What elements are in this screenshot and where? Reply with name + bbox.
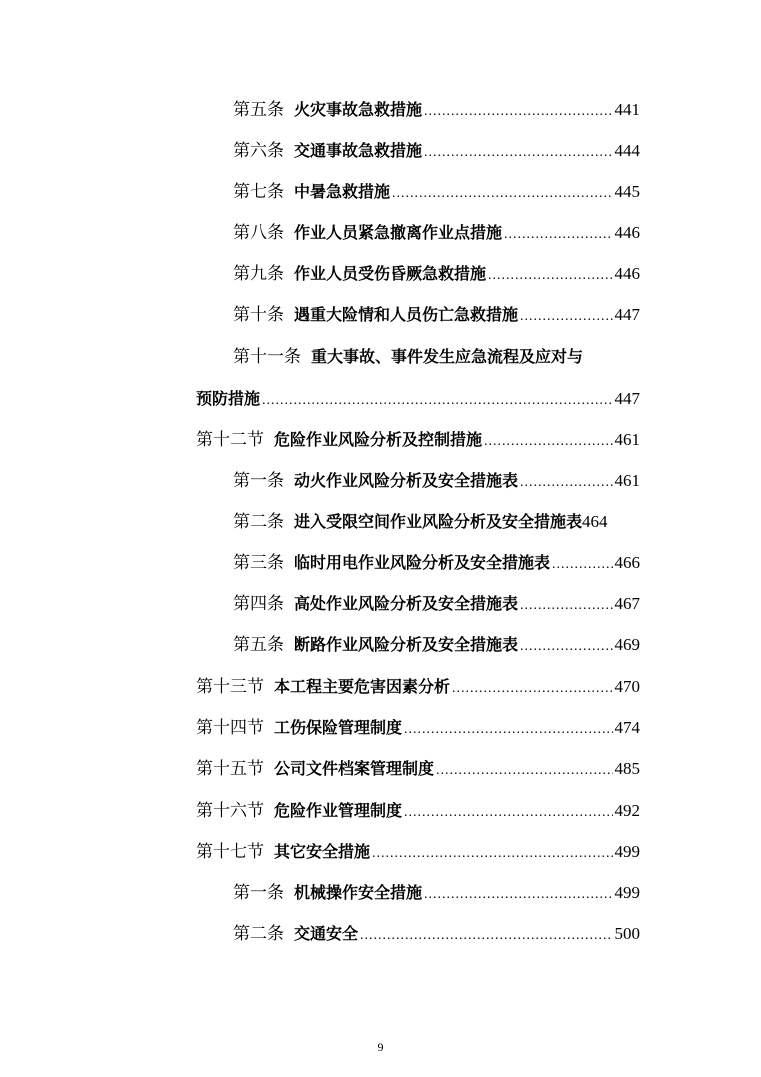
dot-leader bbox=[436, 761, 612, 781]
toc-section-entry[interactable] bbox=[196, 430, 640, 452]
dot-leader bbox=[552, 555, 612, 575]
toc-section-entry[interactable] bbox=[196, 842, 640, 864]
dot-leader bbox=[424, 143, 612, 163]
toc-entry-number: 第一条 bbox=[233, 471, 284, 490]
toc-entry-number: 第九条 bbox=[233, 264, 284, 283]
toc-entry-number: 第一条 bbox=[233, 883, 284, 902]
toc-entry-title: 遇重大险情和人员伤亡急救措施 bbox=[294, 305, 519, 324]
toc-entry-title: 高处作业风险分析及安全措施表 bbox=[294, 594, 519, 613]
toc-entry-number: 第七条 bbox=[233, 182, 284, 201]
toc-entry-number: 第十一条 bbox=[233, 347, 301, 366]
toc-section-entry[interactable] bbox=[196, 677, 640, 699]
toc-entry-title: 临时用电作业风险分析及安全措施表 bbox=[294, 553, 551, 572]
dot-leader bbox=[520, 307, 612, 327]
dot-leader bbox=[520, 596, 612, 616]
dot-leader bbox=[360, 926, 612, 946]
toc-entry-number: 第十四节 bbox=[196, 718, 264, 737]
toc-entry-page: 485 bbox=[614, 759, 640, 778]
toc-entry[interactable] bbox=[233, 100, 640, 122]
toc-entry-title: 本工程主要危害因素分析 bbox=[274, 677, 451, 696]
toc-entry-page: 444 bbox=[614, 141, 640, 160]
toc-section-entry[interactable] bbox=[196, 759, 640, 781]
toc-entry[interactable] bbox=[233, 512, 663, 532]
toc-entry-title: 机械操作安全措施 bbox=[294, 883, 423, 902]
toc-section-entry[interactable] bbox=[196, 801, 640, 823]
toc-entry-page: 470 bbox=[614, 677, 640, 696]
toc-entry-number: 第三条 bbox=[233, 553, 284, 572]
toc-entry-page: 469 bbox=[614, 635, 640, 654]
toc-entry-page: 466 bbox=[614, 553, 640, 572]
toc-entry-page: 445 bbox=[614, 182, 640, 201]
toc-entry-page: 461 bbox=[614, 430, 640, 449]
dot-leader bbox=[424, 102, 612, 122]
toc-entry-page: 446 bbox=[614, 223, 640, 242]
toc-entry-page: 446 bbox=[614, 264, 640, 283]
dot-leader bbox=[504, 225, 612, 245]
toc-entry-title: 公司文件档案管理制度 bbox=[274, 759, 435, 778]
toc-entry-title: 动火作业风险分析及安全措施表 bbox=[294, 471, 519, 490]
toc-entry-number: 第十二节 bbox=[196, 430, 264, 449]
toc-entry[interactable] bbox=[233, 635, 640, 657]
dot-leader bbox=[520, 637, 612, 657]
toc-entry[interactable] bbox=[233, 471, 640, 493]
toc-entry-page: 467 bbox=[614, 594, 640, 613]
toc-entry[interactable] bbox=[233, 924, 640, 946]
toc-entry-title: 火灾事故急救措施 bbox=[294, 100, 423, 119]
toc-entry-title: 其它安全措施 bbox=[274, 842, 371, 861]
dot-leader bbox=[488, 266, 612, 286]
toc-entry-page: 492 bbox=[614, 801, 640, 820]
toc-entry-title: 作业人员受伤昏厥急救措施 bbox=[294, 264, 487, 283]
toc-entry[interactable] bbox=[233, 141, 640, 163]
toc-entry[interactable] bbox=[233, 264, 640, 286]
toc-entry-page: 499 bbox=[614, 842, 640, 861]
toc-entry-number: 第十六节 bbox=[196, 801, 264, 820]
toc-entry-title: 交通事故急救措施 bbox=[294, 141, 423, 160]
dot-leader bbox=[392, 184, 612, 204]
toc-entry-title: 危险作业管理制度 bbox=[274, 801, 403, 820]
toc-entry-title: 断路作业风险分析及安全措施表 bbox=[294, 635, 519, 654]
toc-entry-page: 441 bbox=[614, 100, 640, 119]
toc-entry-number: 第五条 bbox=[233, 635, 284, 654]
toc-entry-number: 第八条 bbox=[233, 223, 284, 242]
toc-entry-number: 第二条 bbox=[233, 512, 284, 531]
toc-entry-title: 重大事故、事件发生应急流程及应对与 bbox=[311, 347, 584, 366]
toc-entry-title: 作业人员紧急撤离作业点措施 bbox=[294, 223, 503, 242]
toc-entry-number: 第五条 bbox=[233, 100, 284, 119]
dot-leader bbox=[484, 432, 612, 452]
toc-entry[interactable] bbox=[233, 223, 640, 245]
toc-entry-page: 447 bbox=[614, 305, 640, 324]
page-number: 9 bbox=[377, 1040, 384, 1054]
toc-entry-number: 第二条 bbox=[233, 924, 284, 943]
toc-entry-number: 第六条 bbox=[233, 141, 284, 160]
dot-leader bbox=[424, 885, 612, 905]
dot-leader bbox=[372, 844, 612, 864]
toc-entry-title-continued: 预防措施 bbox=[196, 389, 261, 408]
toc-entry-title: 交通安全 bbox=[294, 924, 359, 943]
toc-entry-page: 464 bbox=[582, 512, 608, 531]
toc-entry-number: 第十五节 bbox=[196, 759, 264, 778]
toc-entry-title: 进入受限空间作业风险分析及安全措施表 bbox=[294, 512, 583, 531]
dot-leader bbox=[404, 803, 612, 823]
toc-entry-continuation[interactable] bbox=[196, 389, 640, 411]
toc-entry-title: 中暑急救措施 bbox=[294, 182, 391, 201]
dot-leader bbox=[520, 473, 612, 493]
toc-entry[interactable] bbox=[233, 883, 640, 905]
toc-entry-number: 第四条 bbox=[233, 594, 284, 613]
toc-entry[interactable] bbox=[233, 594, 640, 616]
dot-leader bbox=[404, 720, 612, 740]
toc-entry-number: 第十条 bbox=[233, 305, 284, 324]
toc-entry-page: 474 bbox=[614, 718, 640, 737]
toc-entry-number: 第十三节 bbox=[196, 677, 264, 696]
toc-entry[interactable] bbox=[233, 553, 640, 575]
toc-entry-page: 499 bbox=[614, 883, 640, 902]
toc-entry[interactable] bbox=[233, 305, 640, 327]
dot-leader bbox=[262, 391, 612, 411]
toc-entry[interactable] bbox=[233, 347, 653, 367]
toc-entry-page: 447 bbox=[614, 389, 640, 408]
toc-entry-page: 500 bbox=[614, 924, 640, 943]
toc-entry-title: 工伤保险管理制度 bbox=[274, 718, 403, 737]
dot-leader bbox=[452, 679, 612, 699]
toc-entry[interactable] bbox=[233, 182, 640, 204]
toc-entry-page: 461 bbox=[614, 471, 640, 490]
toc-entry-number: 第十七节 bbox=[196, 842, 264, 861]
toc-entry-title: 危险作业风险分析及控制措施 bbox=[274, 430, 483, 449]
toc-section-entry[interactable] bbox=[196, 718, 640, 740]
